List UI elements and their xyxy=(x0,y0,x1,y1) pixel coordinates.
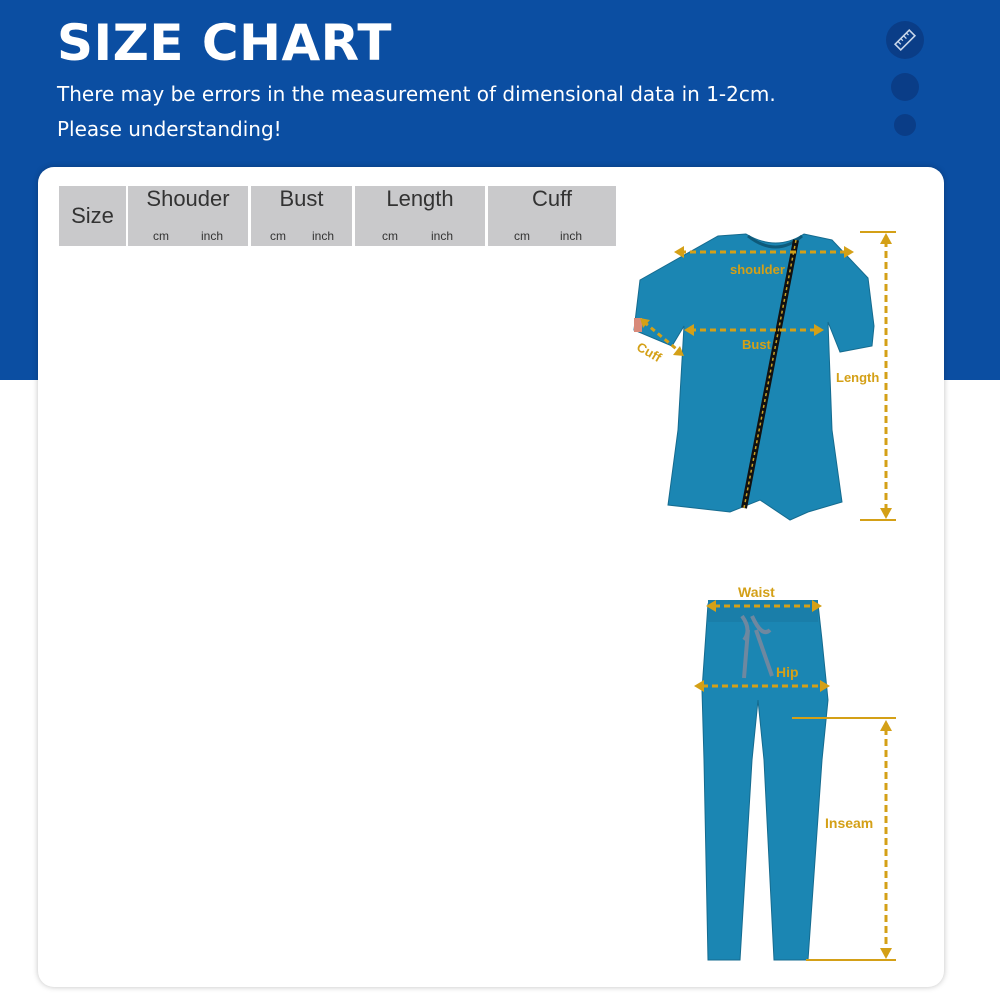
column-header xyxy=(251,186,352,246)
length-label: Length xyxy=(836,370,880,385)
subtitle-line-1: There may be errors in the measurement of dimensional data in 1-2cm. xyxy=(57,82,776,106)
size-column-header: Size xyxy=(59,186,126,246)
cuff-label: Cuff xyxy=(634,339,665,366)
decorative-dot xyxy=(894,114,916,136)
decorative-dot xyxy=(891,73,919,101)
unit-inch-label: inch xyxy=(312,229,335,243)
unit-inch-label: inch xyxy=(431,229,454,243)
unit-cm-label: cm xyxy=(270,229,286,243)
hip-label: Hip xyxy=(776,664,799,680)
subtitle-line-2: Please understanding! xyxy=(57,117,282,141)
unit-inch-label: inch xyxy=(560,229,583,243)
unit-cm-label: cm xyxy=(382,229,398,243)
bust-label: Bust xyxy=(742,337,771,352)
column-header-label: Shouder xyxy=(146,186,230,211)
column-header xyxy=(488,186,616,246)
column-header-label: Cuff xyxy=(532,186,572,211)
unit-cm-label: cm xyxy=(153,229,169,243)
waist-label: Waist xyxy=(738,584,775,600)
unit-cm-label: cm xyxy=(514,229,530,243)
inseam-label: Inseam xyxy=(825,815,874,831)
column-header xyxy=(355,186,485,246)
column-header xyxy=(128,186,248,246)
column-header-label: Bust xyxy=(279,186,324,211)
unit-inch-label: inch xyxy=(201,229,224,243)
ruler-icon xyxy=(886,21,924,59)
shoulder-label: shoulder xyxy=(730,262,785,277)
column-header-label: Length xyxy=(386,186,454,211)
page-title: SIZE CHART xyxy=(57,14,393,72)
scrub-pants-diagram xyxy=(690,580,910,970)
scrub-top-diagram xyxy=(620,220,910,530)
